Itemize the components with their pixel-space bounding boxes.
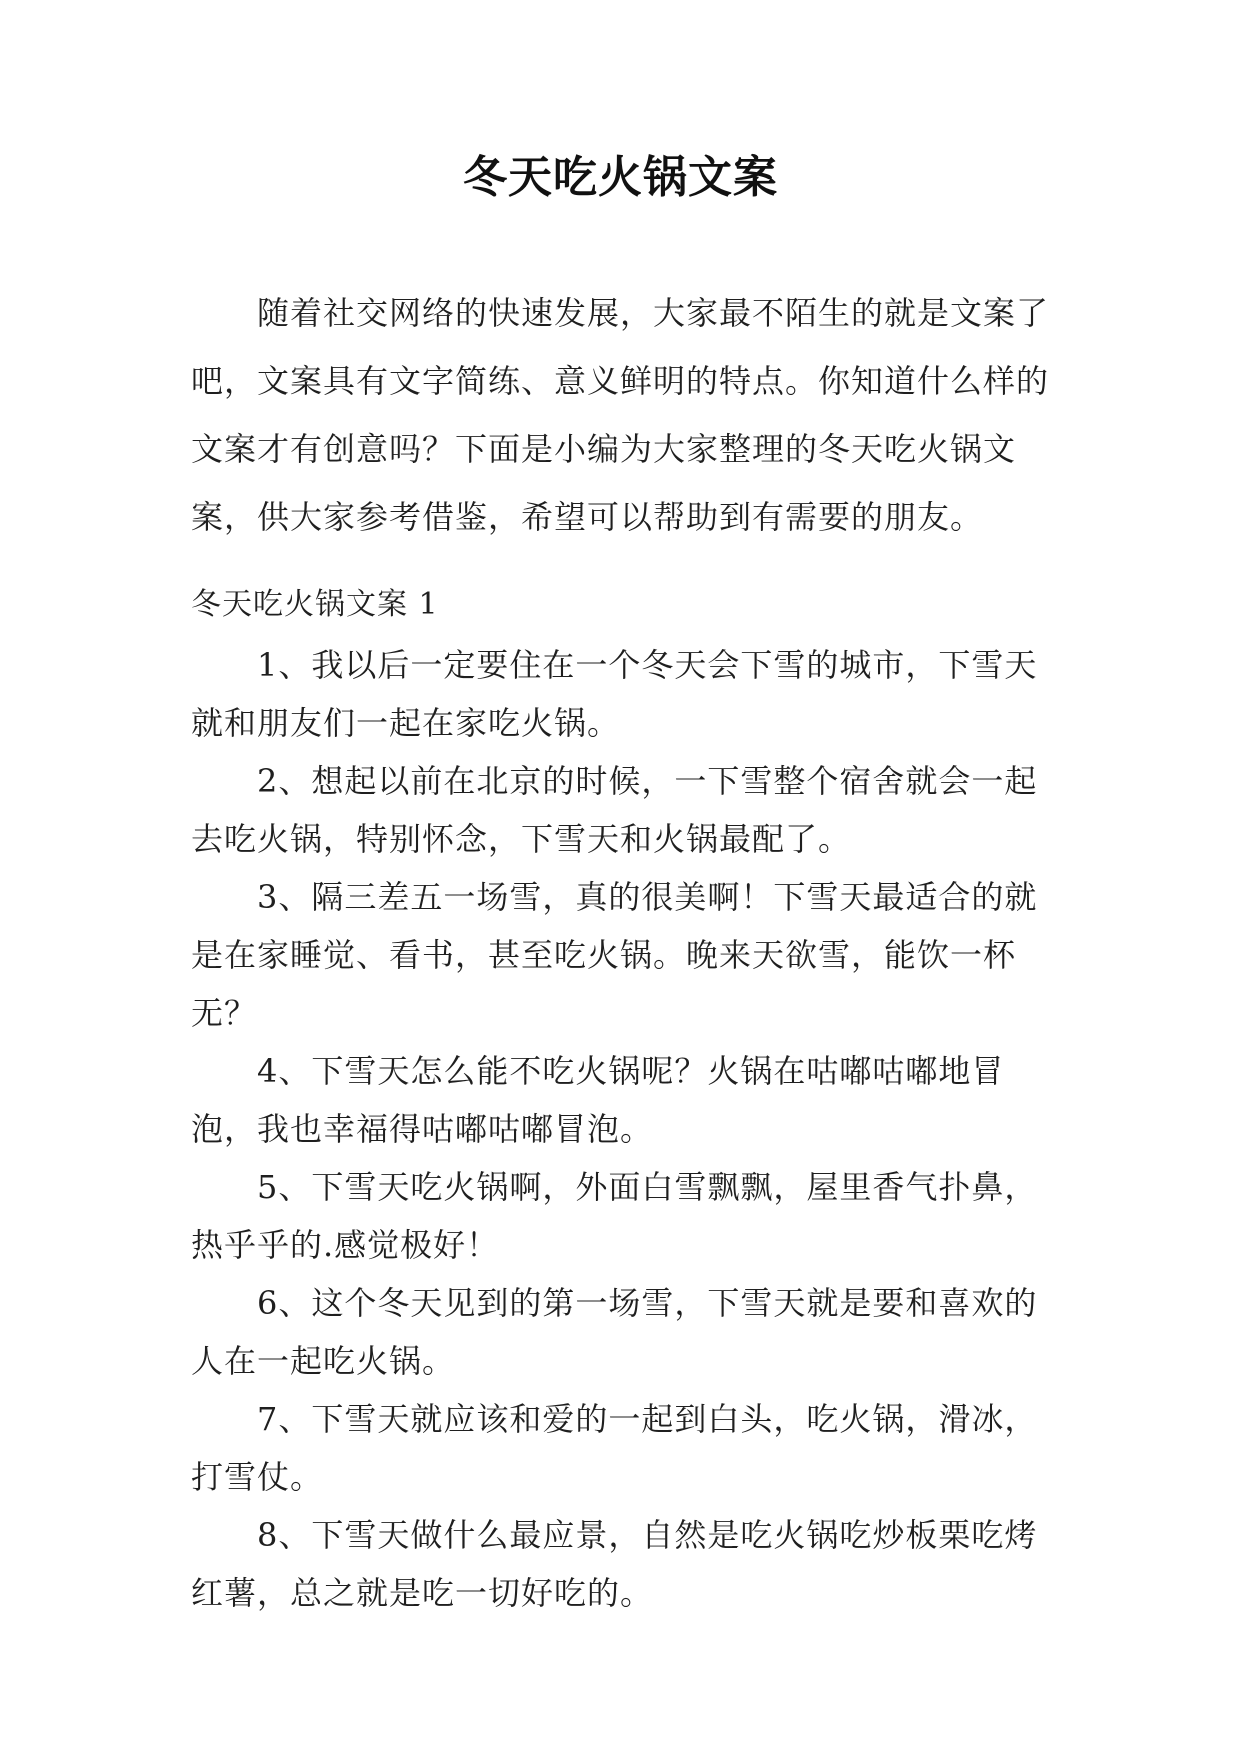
intro-paragraph: 随着社交网络的快速发展，大家最不陌生的就是文案了吧，文案具有文字简练、意义鲜明的特点。你知道什么样的文案才有创意吗？下面是小编为大家整理的冬天吃火锅文案，供大家参考借鉴，希望可以帮助到有需要的朋友。	[191, 294, 1050, 536]
list-item: 4、下雪天怎么能不吃火锅呢？火锅在咕嘟咕嘟地冒泡，我也幸福得咕嘟咕嘟冒泡。	[191, 1052, 1005, 1148]
list-item: 6、这个冬天见到的第一场雪，下雪天就是要和喜欢的人在一起吃火锅。	[191, 1284, 1038, 1380]
list-item: 2、想起以前在北京的时候，一下雪整个宿舍就会一起去吃火锅，特别怀念，下雪天和火锅最配了。	[191, 762, 1038, 858]
document-title: 冬天吃火锅文案	[463, 152, 778, 203]
list-item: 7、下雪天就应该和爱的一起到白头，吃火锅，滑冰，打雪仗。	[191, 1400, 1038, 1496]
list-item: 8、下雪天做什么最应景，自然是吃火锅吃炒板栗吃烤红薯，总之就是吃一切好吃的。	[191, 1516, 1038, 1612]
list-item: 3、隔三差五一场雪，真的很美啊！下雪天最适合的就是在家睡觉、看书，甚至吃火锅。晚来天欲雪，能饮一杯无？	[191, 878, 1038, 1032]
list-item: 1、我以后一定要住在一个冬天会下雪的城市，下雪天就和朋友们一起在家吃火锅。	[191, 646, 1038, 742]
copy-list	[191, 636, 1053, 1622]
list-item: 5、下雪天吃火锅啊，外面白雪飘飘，屋里香气扑鼻，热乎乎的.感觉极好！	[191, 1168, 1038, 1264]
section-heading: 冬天吃火锅文案 1	[191, 587, 439, 622]
